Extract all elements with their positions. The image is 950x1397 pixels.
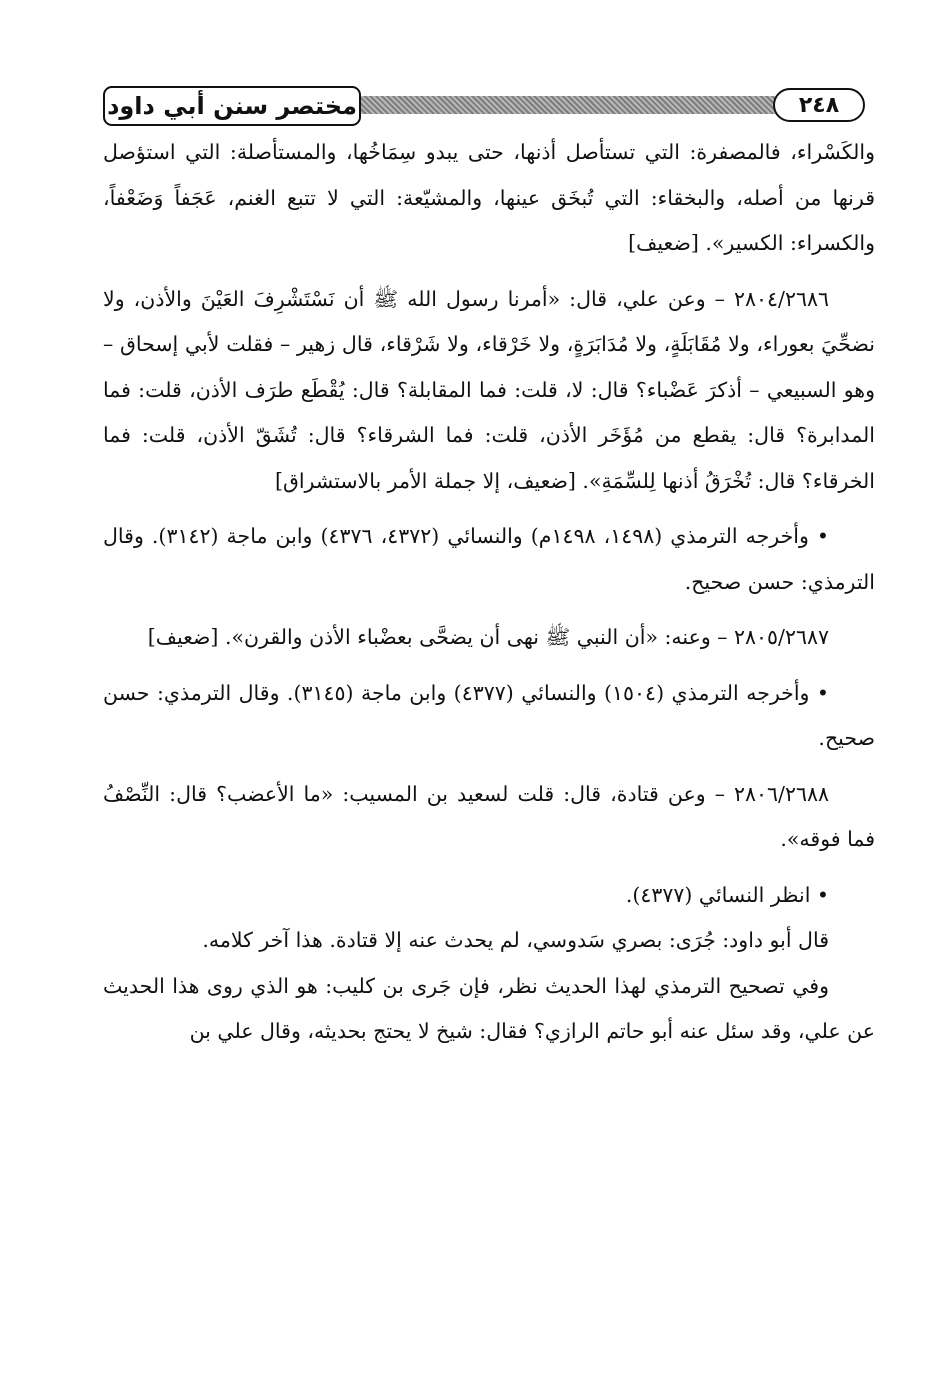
page-body <box>103 130 875 1055</box>
hadith-2804: ٢٨٠٤/٢٦٨٦ – وعن علي، قال: «أمرنا رسول الله ﷺ أن نَسْتَشْرِفَ العَيْنَ والأذن، ولا نضحِّيَ بعوراء، ولا مُقَابَلَةٍ، ولا مُدَابَرَةٍ، ولا خَرْقاء، ولا شَرْقاء، قال زهير – فقلت لأبي إسحاق – وهو السبيعي – أذكرَ عَضْباء؟ قال: لا، قلت: فما المقابلة؟ قال: يُقْطَع طرَف الأذن، قلت: فما المدابرة؟ قال: يقطع من مُؤَخَر الأذن، قلت: فما الشرقاء؟ قال: تُشَقّ الأذن، قلت: فما الخرقاء؟ قال: تُخْرَقُ أذنها لِلسِّمَةِ». [ضعيف، إلا جملة الأمر بالاستشراق] <box>103 286 875 493</box>
page-header <box>103 86 865 128</box>
commentary: وفي تصحيح الترمذي لهذا الحديث نظر، فإن جَرى بن كليب: هو الذي روى هذا الحديث عن علي، وقد سئل عنه أبو حاتم الرازي؟ فقال: شيخ لا يحتج بحديثه، وقال علي بن <box>103 973 875 1043</box>
page-number: ٢٤٨ <box>773 88 865 122</box>
paragraph-continuation: والكَسْراء، فالمصفرة: التي تستأصل أذنها، حتى يبدو سِمَاخُها، والمستأصلة: التي استؤصل قرنها من أصله، والبخقاء: التي تُبخَق عينها، والمشيّعة: التي لا تتبع الغنم، عَجَفاً وَضَعْفاً، والكسراء: الكسير». [ضعيف] <box>103 140 875 255</box>
hadith-2806: ٢٨٠٦/٢٦٨٨ – وعن قتادة، قال: قلت لسعيد بن المسيب: «ما الأعضب؟ قال: النِّصْفُ فما فوقه». <box>103 781 875 851</box>
hadith-2805: ٢٨٠٥/٢٦٨٧ – وعنه: «أن النبي ﷺ نهى أن يضحَّى بعضْباء الأذن والقرن». [ضعيف] <box>147 625 829 649</box>
header-decorative-bar <box>353 96 780 114</box>
abu-dawud-note: قال أبو داود: جُرَى: بصري سَدوسي، لم يحدث عنه إلا قتادة. هذا آخر كلامه. <box>202 928 829 952</box>
takhrij-2805: • وأخرجه الترمذي (١٥٠٤) والنسائي (٤٣٧٧) وابن ماجة (٣١٤٥). وقال الترمذي: حسن صحيح. <box>103 680 875 750</box>
takhrij-2806: • انظر النسائي (٤٣٧٧). <box>625 882 829 907</box>
takhrij-2804: • وأخرجه الترمذي (١٤٩٨، ١٤٩٨م) والنسائي (٤٣٧٢، ٤٣٧٦) وابن ماجة (٣١٤٢). وقال الترمذي: حسن صحيح. <box>103 524 875 594</box>
book-title: مختصر سنن أبي داود <box>103 86 361 126</box>
